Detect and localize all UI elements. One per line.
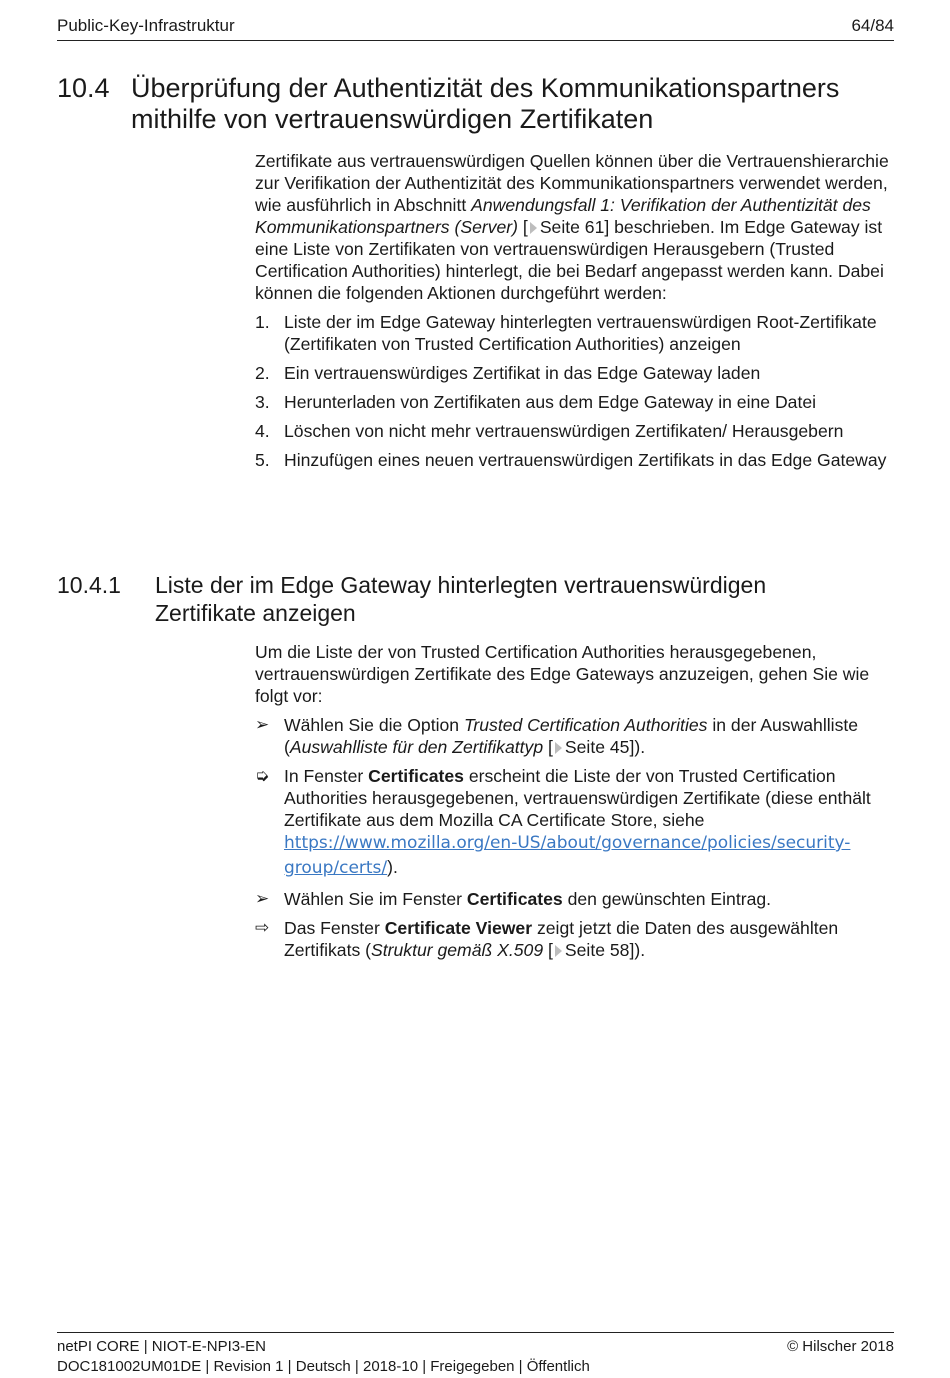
footer-product: netPI CORE | NIOT-E-NPI3-EN [57, 1338, 266, 1355]
subsection-number: 10.4.1 [57, 572, 121, 598]
xref-arrow-icon [555, 742, 562, 754]
xref-arrow-icon [555, 945, 562, 957]
page-footer [57, 1332, 894, 1375]
page-ref[interactable]: Seite 61 [539, 217, 605, 237]
list-item: 4. Löschen von nicht mehr vertrauenswürdigen Zertifikaten/ Herausgebern [255, 421, 844, 441]
xref-arrow-icon [530, 222, 537, 234]
section-ref-link[interactable]: Anwendungsfall 1: Verifikation der Authentizität des Kommunikationspartners (Server) [255, 195, 871, 237]
footer-copyright: © Hilscher 2018 [787, 1338, 894, 1355]
page-ref[interactable]: Seite 58 [564, 940, 630, 960]
section-ref-link[interactable]: Struktur gemäß X.509 [371, 940, 544, 960]
step-list [255, 714, 895, 961]
step-item: ➢ Wählen Sie die Option Trusted Certification Authorities in der Auswahlliste (Auswahlliste für den Zertifikattyp [ Seite 45]). [255, 715, 859, 757]
subsection-body [255, 641, 895, 961]
page-ref[interactable]: Seite 45 [564, 737, 630, 757]
result-item: ⇨ Das Fenster Certificate Viewer zeigt jetzt die Daten des ausgewählten Zertifikats (Struktur gemäß X.509 [ Seite 58]). [255, 918, 839, 960]
section-body [255, 150, 895, 471]
result-arrow-icon: ⇨ [255, 918, 270, 937]
page-header [57, 14, 894, 41]
section-ref-link[interactable]: Auswahlliste für den Zertifikattyp [289, 737, 544, 757]
section-title: Überprüfung der Authentizität des Kommunikationspartners mithilfe von vertrauenswürdigen Zertifikaten [131, 73, 840, 134]
step-arrow-icon: ➢ [255, 715, 270, 734]
subsection-title: Liste der im Edge Gateway hinterlegten vertrauenswürdigen Zertifikate anzeigen [155, 572, 767, 626]
list-item: 3. Herunterladen von Zertifikaten aus dem Edge Gateway in eine Datei [255, 392, 817, 412]
subsection-intro: Um die Liste der von Trusted Certification Authorities herausgegebenen, vertrauenswürdigen Zertifikate des Edge Gateways anzuzeigen, gehen Sie wie folgt vor: [255, 642, 870, 706]
section-number: 10.4 [57, 73, 110, 103]
section-intro: Zertifikate aus vertrauenswürdigen Quellen können über die Vertrauenshierarchie zur Verifikation der Authentizität des Kommunikationspartners verwendet werden, wie ausführlich in Abschnitt Anwendungsfall 1: Verifikation der Authentizität des Kommunikationspartners (Server) [ Seite 61] beschrieben. Im Edge Gateway ist eine Liste von Zertifikaten von vertrauenswürdigen Herausgebern (Trusted Certification Authorities) hinterlegt, die bei Bedarf angepasst werden kann. Dabei können die folgenden Aktionen durchgeführt werden: [255, 151, 889, 303]
page-number: 64/84 [851, 16, 894, 35]
list-item: 5. Hinzufügen eines neuen vertrauenswürdigen Zertifikats in das Edge Gateway [255, 450, 887, 470]
mozilla-link[interactable]: https://www.mozilla.org/en-US/about/governance/policies/security-group/certs/ [284, 833, 851, 878]
action-list [255, 311, 895, 471]
result-item: ➭ In Fenster Certificates erscheint die Liste der von Trusted Certification Authorities herausgegebenen, vertrauenswürdigen Zertifikate (diese enthält Zertifikate aus dem Mozilla CA Certificate Store, siehe https://www.mozilla.org/en-US/about/governance/policies/security-group/certs/). [255, 766, 871, 878]
step-arrow-icon: ➢ [255, 889, 270, 908]
result-arrow-icon: ➭ [255, 766, 270, 785]
step-item: ➢ Wählen Sie im Fenster Certificates den gewünschten Eintrag. [255, 889, 772, 909]
list-item: 2. Ein vertrauenswürdiges Zertifikat in das Edge Gateway laden [255, 363, 761, 383]
header-title: Public-Key-Infrastruktur [57, 16, 235, 35]
list-item: 1. Liste der im Edge Gateway hinterlegten vertrauenswürdigen Root-Zertifikate (Zertifikaten von Trusted Certification Authorities) anzeigen [255, 312, 877, 354]
footer-document-info: DOC181002UM01DE | Revision 1 | Deutsch | 2018-10 | Freigegeben | Öffentlich [57, 1358, 590, 1375]
